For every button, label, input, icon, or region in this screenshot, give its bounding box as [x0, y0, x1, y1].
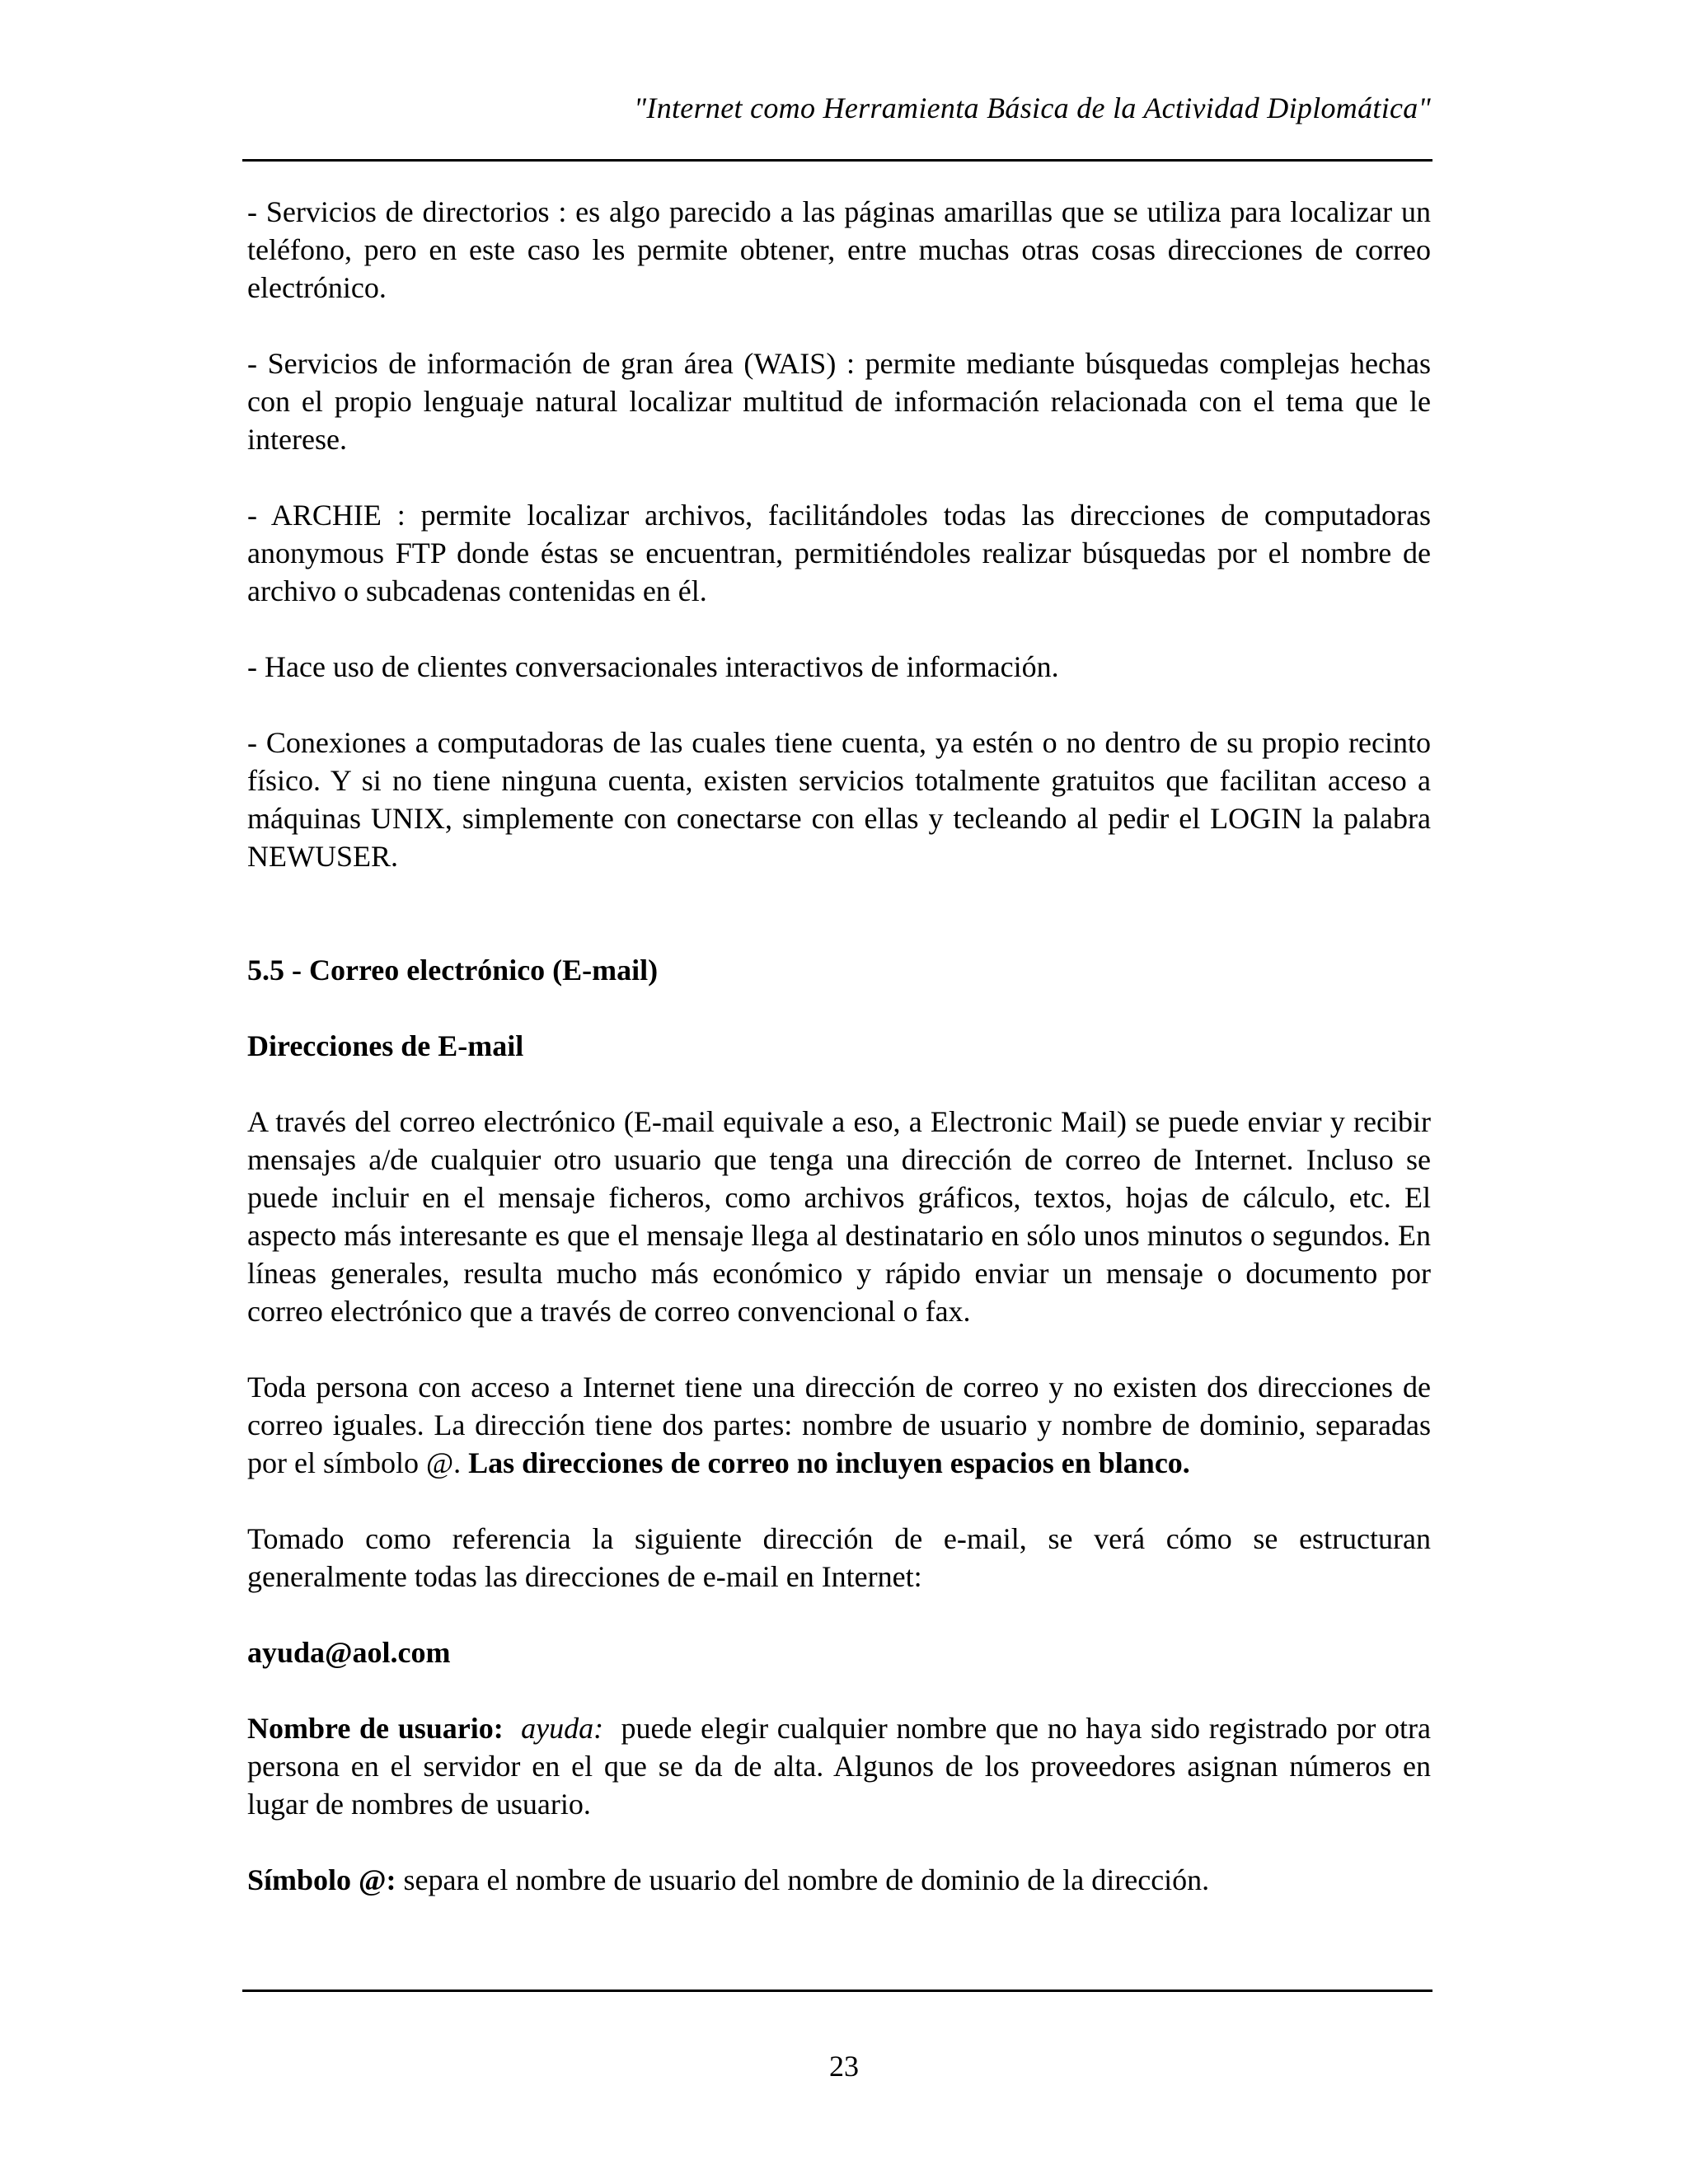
usuario-text: puede elegir cualquier nombre que no haya sido registrado por otra persona en el servidor en el que se da de alta. Algunos de los proveedores asignan números en lugar de nombres de usuario. [247, 1712, 1432, 1821]
paragraph-archie: - ARCHIE : permite localizar archivos, facilitándoles todas las direcciones de computadoras anonymous FTP donde éstas se encuentran, permitiéndoles realizar búsquedas por el nombre de archivo o subcadenas contenidas en él. [247, 499, 1431, 607]
simbolo-text: separa el nombre de usuario del nombre de dominio de la dirección. [403, 1863, 1210, 1896]
paragraph-conexiones: - Conexiones a computadoras de las cuales tiene cuenta, ya estén o no dentro de su propio recinto físico. Y si no tiene ninguna cuenta, existen servicios totalmente gratuitos que facilitan acceso a máquinas UNIX, simplemente con conectarse con ellas y tecleando al pedir el LOGIN la palabra NEWUSER. [247, 726, 1431, 873]
paragraph-direccion [247, 1368, 1431, 1482]
simbolo-label: Símbolo @: [247, 1863, 396, 1896]
usuario-label: Nombre de usuario: [247, 1712, 504, 1745]
email-example: ayuda@aol.com [247, 1636, 451, 1669]
section-heading: 5.5 - Correo electrónico (E-mail) [247, 954, 659, 987]
running-header-title: "Internet como Herramienta Básica de la Actividad Diplomática" [634, 91, 1431, 124]
page-body [247, 193, 1431, 1937]
footer-rule [242, 1990, 1432, 1992]
paragraph-referencia: Tomado como referencia la siguiente dirección de e-mail, se verá cómo se estructuran generalmente todas las direcciones de e-mail en Internet: [247, 1522, 1431, 1593]
direccion-bold-note: Las direcciones de correo no incluyen espacios en blanco. [468, 1446, 1190, 1479]
paragraph-wais: - Servicios de información de gran área (WAIS) : permite mediante búsquedas complejas hechas con el propio lenguaje natural localizar multitud de información relacionada con el tema que le interese. [247, 347, 1431, 456]
direccion-text: Toda persona con acceso a Internet tiene una dirección de correo y no existen dos direcciones de correo iguales. La dirección tiene dos partes: nombre de usuario y nombre de dominio, separadas por el símbolo @. [247, 1371, 1431, 1479]
paragraph-usuario [247, 1709, 1431, 1823]
paragraph-directorios: - Servicios de directorios : es algo parecido a las páginas amarillas que se utiliza para localizar un teléfono, pero en este caso les permite obtener, entre muchas otras cosas direcciones de correo electrónico. [247, 195, 1431, 304]
page-number: 23 [829, 2050, 859, 2083]
paragraph-email-intro: A través del correo electrónico (E-mail equivale a eso, a Electronic Mail) se puede enviar y recibir mensajes a/de cualquier otro usuario que tenga una dirección de correo de Internet. Incluso se puede incluir en el mensaje ficheros, como archivos gráficos, textos, hojas de cálculo, etc. El aspecto más interesante es que el mensaje llega al destinatario en sólo unos minutos o segundos. En líneas generales, resulta mucho más económico y rápido enviar un mensaje o documento por correo electrónico que a través de correo convencional o fax. [247, 1105, 1431, 1328]
header-rule [242, 159, 1432, 162]
paragraph-simbolo [247, 1861, 1431, 1899]
paragraph-clientes: - Hace uso de clientes conversacionales interactivos de información. [247, 650, 1059, 683]
usuario-example: ayuda: [521, 1712, 604, 1745]
subheading: Direcciones de E-mail [247, 1029, 524, 1062]
